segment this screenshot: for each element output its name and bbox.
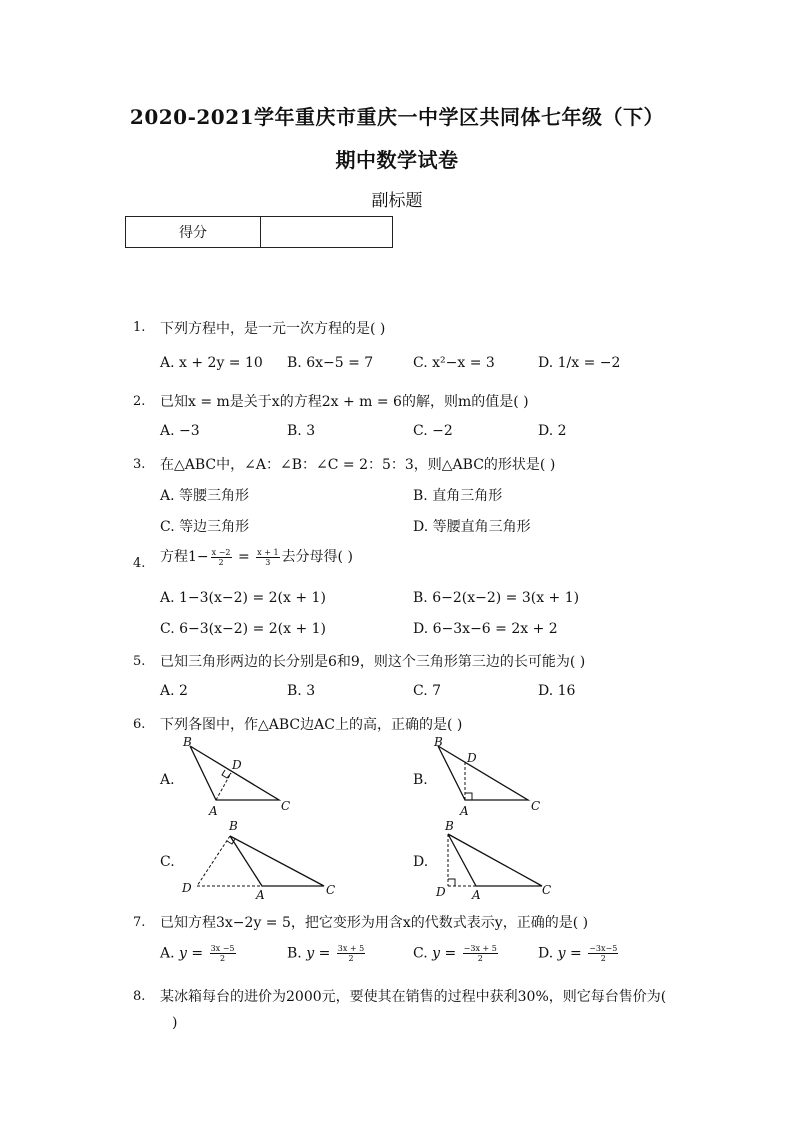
question-7-option-d[interactable] xyxy=(538,944,620,963)
question-5-option-d[interactable]: D. 16 xyxy=(538,683,576,699)
question-4-stem xyxy=(160,546,353,567)
option-prefix: y = xyxy=(306,945,335,962)
question-4-fraction-1 xyxy=(211,548,232,567)
option-fraction xyxy=(210,944,236,963)
question-6-option-a-label[interactable]: A. xyxy=(160,772,175,788)
right-angle-mark xyxy=(222,770,231,778)
exam-title-line1: 2020-2021学年重庆市重庆一中学区共同体七年级（下） xyxy=(129,105,665,129)
question-1-number: 1. xyxy=(133,320,146,335)
question-4-option-c[interactable]: C. 6−3(x−2) = 2(x + 1) xyxy=(160,621,327,637)
question-4-stem-prefix: 方程1− xyxy=(160,549,209,565)
right-angle-mark xyxy=(448,879,455,886)
question-7-option-a[interactable] xyxy=(160,944,238,963)
altitude-dashed xyxy=(197,836,230,886)
figure-6a-triangle xyxy=(175,734,300,820)
point-label-c: C xyxy=(326,883,336,897)
fraction-numerator: x + 1 xyxy=(257,547,279,557)
option-prefix: y = xyxy=(557,945,587,962)
triangle-sides xyxy=(190,746,279,800)
point-label-c: C xyxy=(531,799,541,813)
question-7-stem: 已知方程3x−2y = 5，把它变形为用含x的代数式表示y，正确的是( ) xyxy=(160,915,589,931)
question-3-option-b[interactable]: B. 直角三角形 xyxy=(413,488,503,504)
question-4-option-b[interactable]: B. 6−2(x−2) = 3(x + 1) xyxy=(413,590,580,606)
point-label-d: D xyxy=(232,758,242,772)
fraction-numerator: −3x−5 xyxy=(589,944,618,953)
right-angle-mark xyxy=(227,839,235,844)
question-2-option-b[interactable]: B. 3 xyxy=(287,423,316,439)
point-label-b: B xyxy=(445,819,454,833)
option-letter: B. xyxy=(287,945,302,962)
fraction-denominator: 2 xyxy=(348,954,354,963)
point-label-c: C xyxy=(542,883,552,897)
point-label-a: A xyxy=(460,804,469,818)
altitude-dashed xyxy=(216,773,231,800)
question-3-number: 3. xyxy=(133,457,146,472)
figure-6b-triangle xyxy=(428,734,553,820)
question-3-option-a[interactable]: A. 等腰三角形 xyxy=(160,488,250,504)
point-label-c: C xyxy=(281,799,291,813)
question-2-option-a[interactable]: A. −3 xyxy=(160,423,200,439)
question-3-option-d[interactable]: D. 等腰直角三角形 xyxy=(413,519,531,535)
point-label-d: D xyxy=(436,885,446,899)
score-value-cell[interactable] xyxy=(261,217,392,247)
triangle-sides xyxy=(230,836,324,886)
option-letter: C. xyxy=(413,945,428,962)
question-6-number: 6. xyxy=(133,717,146,732)
question-2-number: 2. xyxy=(133,394,146,409)
point-label-b: B xyxy=(183,735,192,749)
point-label-d: D xyxy=(467,751,477,765)
question-6-option-b-label[interactable]: B. xyxy=(413,772,428,788)
question-4-option-a[interactable]: A. 1−3(x−2) = 2(x + 1) xyxy=(160,590,326,606)
question-3-option-c[interactable]: C. 等边三角形 xyxy=(160,519,250,535)
option-prefix: y = xyxy=(432,945,461,962)
question-1-option-d[interactable]: D. 1/x = −2 xyxy=(538,355,621,371)
point-label-b: B xyxy=(434,735,443,749)
triangle-sides xyxy=(448,834,542,886)
option-fraction xyxy=(463,944,498,963)
fraction-numerator: −3x + 5 xyxy=(463,944,497,953)
question-8-stem-line1: 某冰箱每台的进价为2000元，要使其在销售的过程中获利30%，则它每台售价为( xyxy=(160,989,667,1005)
triangle-sides xyxy=(438,746,528,800)
fraction-denominator: 2 xyxy=(600,954,606,963)
score-label-cell: 得分 xyxy=(126,217,261,247)
question-2-stem: 已知x = m是关于x的方程2x + m = 6的解，则m的值是( ) xyxy=(160,394,529,410)
question-6-stem: 下列各图中，作△ABC边AC上的高，正确的是( ) xyxy=(160,717,463,733)
question-4-option-d[interactable]: D. 6−3x−6 = 2x + 2 xyxy=(413,621,558,637)
question-2-option-d[interactable]: D. 2 xyxy=(538,423,567,439)
option-fraction xyxy=(588,944,618,963)
right-angle-mark xyxy=(465,793,472,800)
question-4-equals: = xyxy=(233,549,255,565)
fraction-denominator: 2 xyxy=(477,954,483,963)
fraction-numerator: 3x + 5 xyxy=(337,944,365,953)
question-7-option-c[interactable] xyxy=(413,944,500,963)
exam-title-line2: 期中数学试卷 xyxy=(335,148,459,172)
exam-subtitle: 副标题 xyxy=(371,191,423,211)
question-4-number: 4. xyxy=(133,556,146,571)
fraction-numerator: 3x −5 xyxy=(210,944,235,953)
question-5-number: 5. xyxy=(133,654,146,669)
fraction-numerator: x −2 xyxy=(211,547,231,557)
question-4-fraction-2 xyxy=(256,548,279,567)
figure-6d-triangle xyxy=(430,816,560,902)
question-6-option-c-label[interactable]: C. xyxy=(160,854,175,870)
question-5-option-c[interactable]: C. 7 xyxy=(413,683,442,699)
question-1-option-a[interactable]: A. x + 2y = 10 xyxy=(160,355,263,371)
option-letter: A. xyxy=(160,945,175,962)
question-1-stem: 下列方程中，是一元一次方程的是( ) xyxy=(160,321,386,337)
point-label-d: D xyxy=(182,881,192,895)
question-5-option-b[interactable]: B. 3 xyxy=(287,683,316,699)
fraction-denominator: 2 xyxy=(218,557,224,567)
option-letter: D. xyxy=(538,945,554,962)
fraction-denominator: 3 xyxy=(265,557,271,567)
question-7-option-b[interactable] xyxy=(287,944,367,963)
figure-6c-triangle xyxy=(178,816,343,902)
score-table xyxy=(125,216,393,248)
question-3-stem: 在△ABC中，∠A：∠B：∠C = 2：5：3，则△ABC的形状是( ) xyxy=(160,457,556,473)
question-5-option-a[interactable]: A. 2 xyxy=(160,683,188,699)
question-5-stem: 已知三角形两边的长分别是6和9，则这个三角形第三边的长可能为( ) xyxy=(160,654,586,670)
question-1-option-c[interactable]: C. x²−x = 3 xyxy=(413,355,495,371)
point-label-a: A xyxy=(209,804,218,818)
fraction-denominator: 2 xyxy=(219,954,226,963)
question-8-stem-line2: ) xyxy=(172,1015,178,1031)
question-2-option-c[interactable]: C. −2 xyxy=(413,423,453,439)
point-label-a: A xyxy=(472,888,481,902)
option-fraction xyxy=(337,944,365,963)
question-7-number: 7. xyxy=(133,915,146,930)
question-4-stem-suffix: 去分母得( ) xyxy=(281,549,353,565)
point-label-b: B xyxy=(229,819,238,833)
question-8-number: 8. xyxy=(133,989,146,1004)
question-6-option-d-label[interactable]: D. xyxy=(413,854,429,870)
option-prefix: y = xyxy=(179,945,208,962)
point-label-a: A xyxy=(256,888,265,902)
question-1-option-b[interactable]: B. 6x−5 = 7 xyxy=(287,355,374,371)
